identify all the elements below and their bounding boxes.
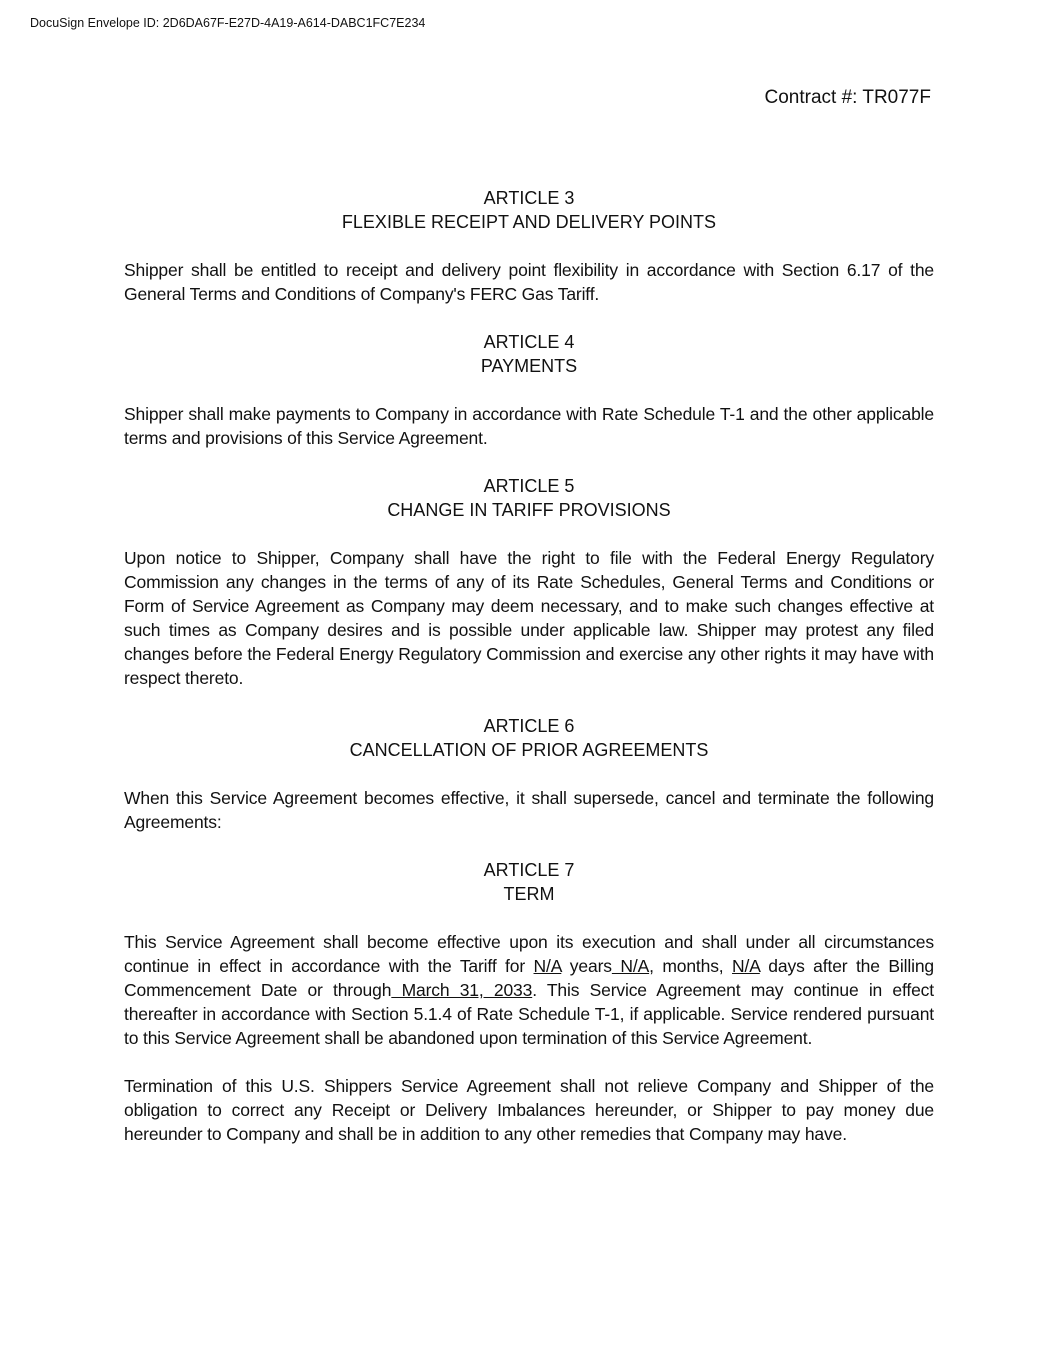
months-field: N/A [611,956,650,976]
term-text: This Service Agreement shall become effective upon its execution and shall under all circumstances continue in effect in accordance with the Tariff for [124,932,934,976]
end-date-field: March 31, 2033 [391,980,533,1000]
article-5-heading [124,474,934,522]
article-4-paragraph: Shipper shall make payments to Company in accordance with Rate Schedule T-1 and the other applicable terms and provisions of this Service Agreement. [124,404,934,448]
article-title: CHANGE IN TARIFF PROVISIONS [387,500,671,520]
days-field: N/A [732,956,760,976]
article-7-heading [124,858,934,906]
article-4-heading [124,330,934,378]
article-7-termination-paragraph: Termination of this U.S. Shippers Service Agreement shall not relieve Company and Shipper of the obligation to correct any Receipt or Delivery Imbalances hereunder, or Shipper to pay money due hereunder to Company and shall be in addition to any other remedies that Company may have. [124,1076,934,1144]
years-field: N/A [533,956,562,976]
envelope-id: DocuSign Envelope ID: 2D6DA67F-E27D-4A19-A614-DABC1FC7E234 [30,16,426,30]
article-title: CANCELLATION OF PRIOR AGREEMENTS [349,740,709,760]
article-3-heading [124,186,934,234]
article-6-paragraph: When this Service Agreement becomes effective, it shall supersede, cancel and terminate the following Agreements: [124,788,934,832]
article-title: PAYMENTS [480,356,578,376]
contract-number: Contract #: TR077F [764,87,931,108]
article-title: TERM [503,884,555,904]
article-number: ARTICLE 6 [483,716,575,736]
article-number: ARTICLE 3 [483,188,575,208]
article-5-paragraph: Upon notice to Shipper, Company shall have the right to file with the Federal Energy Regulatory Commission any changes in the terms of any of its Rate Schedules, General Terms and Conditions or Form of Service Agreement as Company may deem necessary, and to make such changes effective at such times as Company desires and is possible under applicable law. Shipper may protest any filed changes before the Federal Energy Regulatory Commission and exercise any other rights it may have with respect thereto. [124,548,934,688]
article-number: ARTICLE 5 [483,476,575,496]
article-6-heading [124,714,934,762]
article-number: ARTICLE 7 [483,860,575,880]
term-text: , months, [649,956,733,976]
term-text: . This Service Agreement may continue in effect thereafter in accordance with Section 5.1.4 of Rate Schedule T-1, if applicable. Service rendered pursuant to this Service Agreement shall be abandoned upon termination of this Service Agreement. [124,980,934,1048]
article-7-term-paragraph [124,930,934,1050]
term-text: years [561,956,612,976]
article-title: FLEXIBLE RECEIPT AND DELIVERY POINTS [341,212,717,232]
document-body [124,186,934,1170]
term-text: days after the Billing Commencement Date or through [124,956,934,1000]
article-number: ARTICLE 4 [483,332,575,352]
article-3-paragraph: Shipper shall be entitled to receipt and delivery point flexibility in accordance with Section 6.17 of the General Terms and Conditions of Company's FERC Gas Tariff. [124,260,934,304]
